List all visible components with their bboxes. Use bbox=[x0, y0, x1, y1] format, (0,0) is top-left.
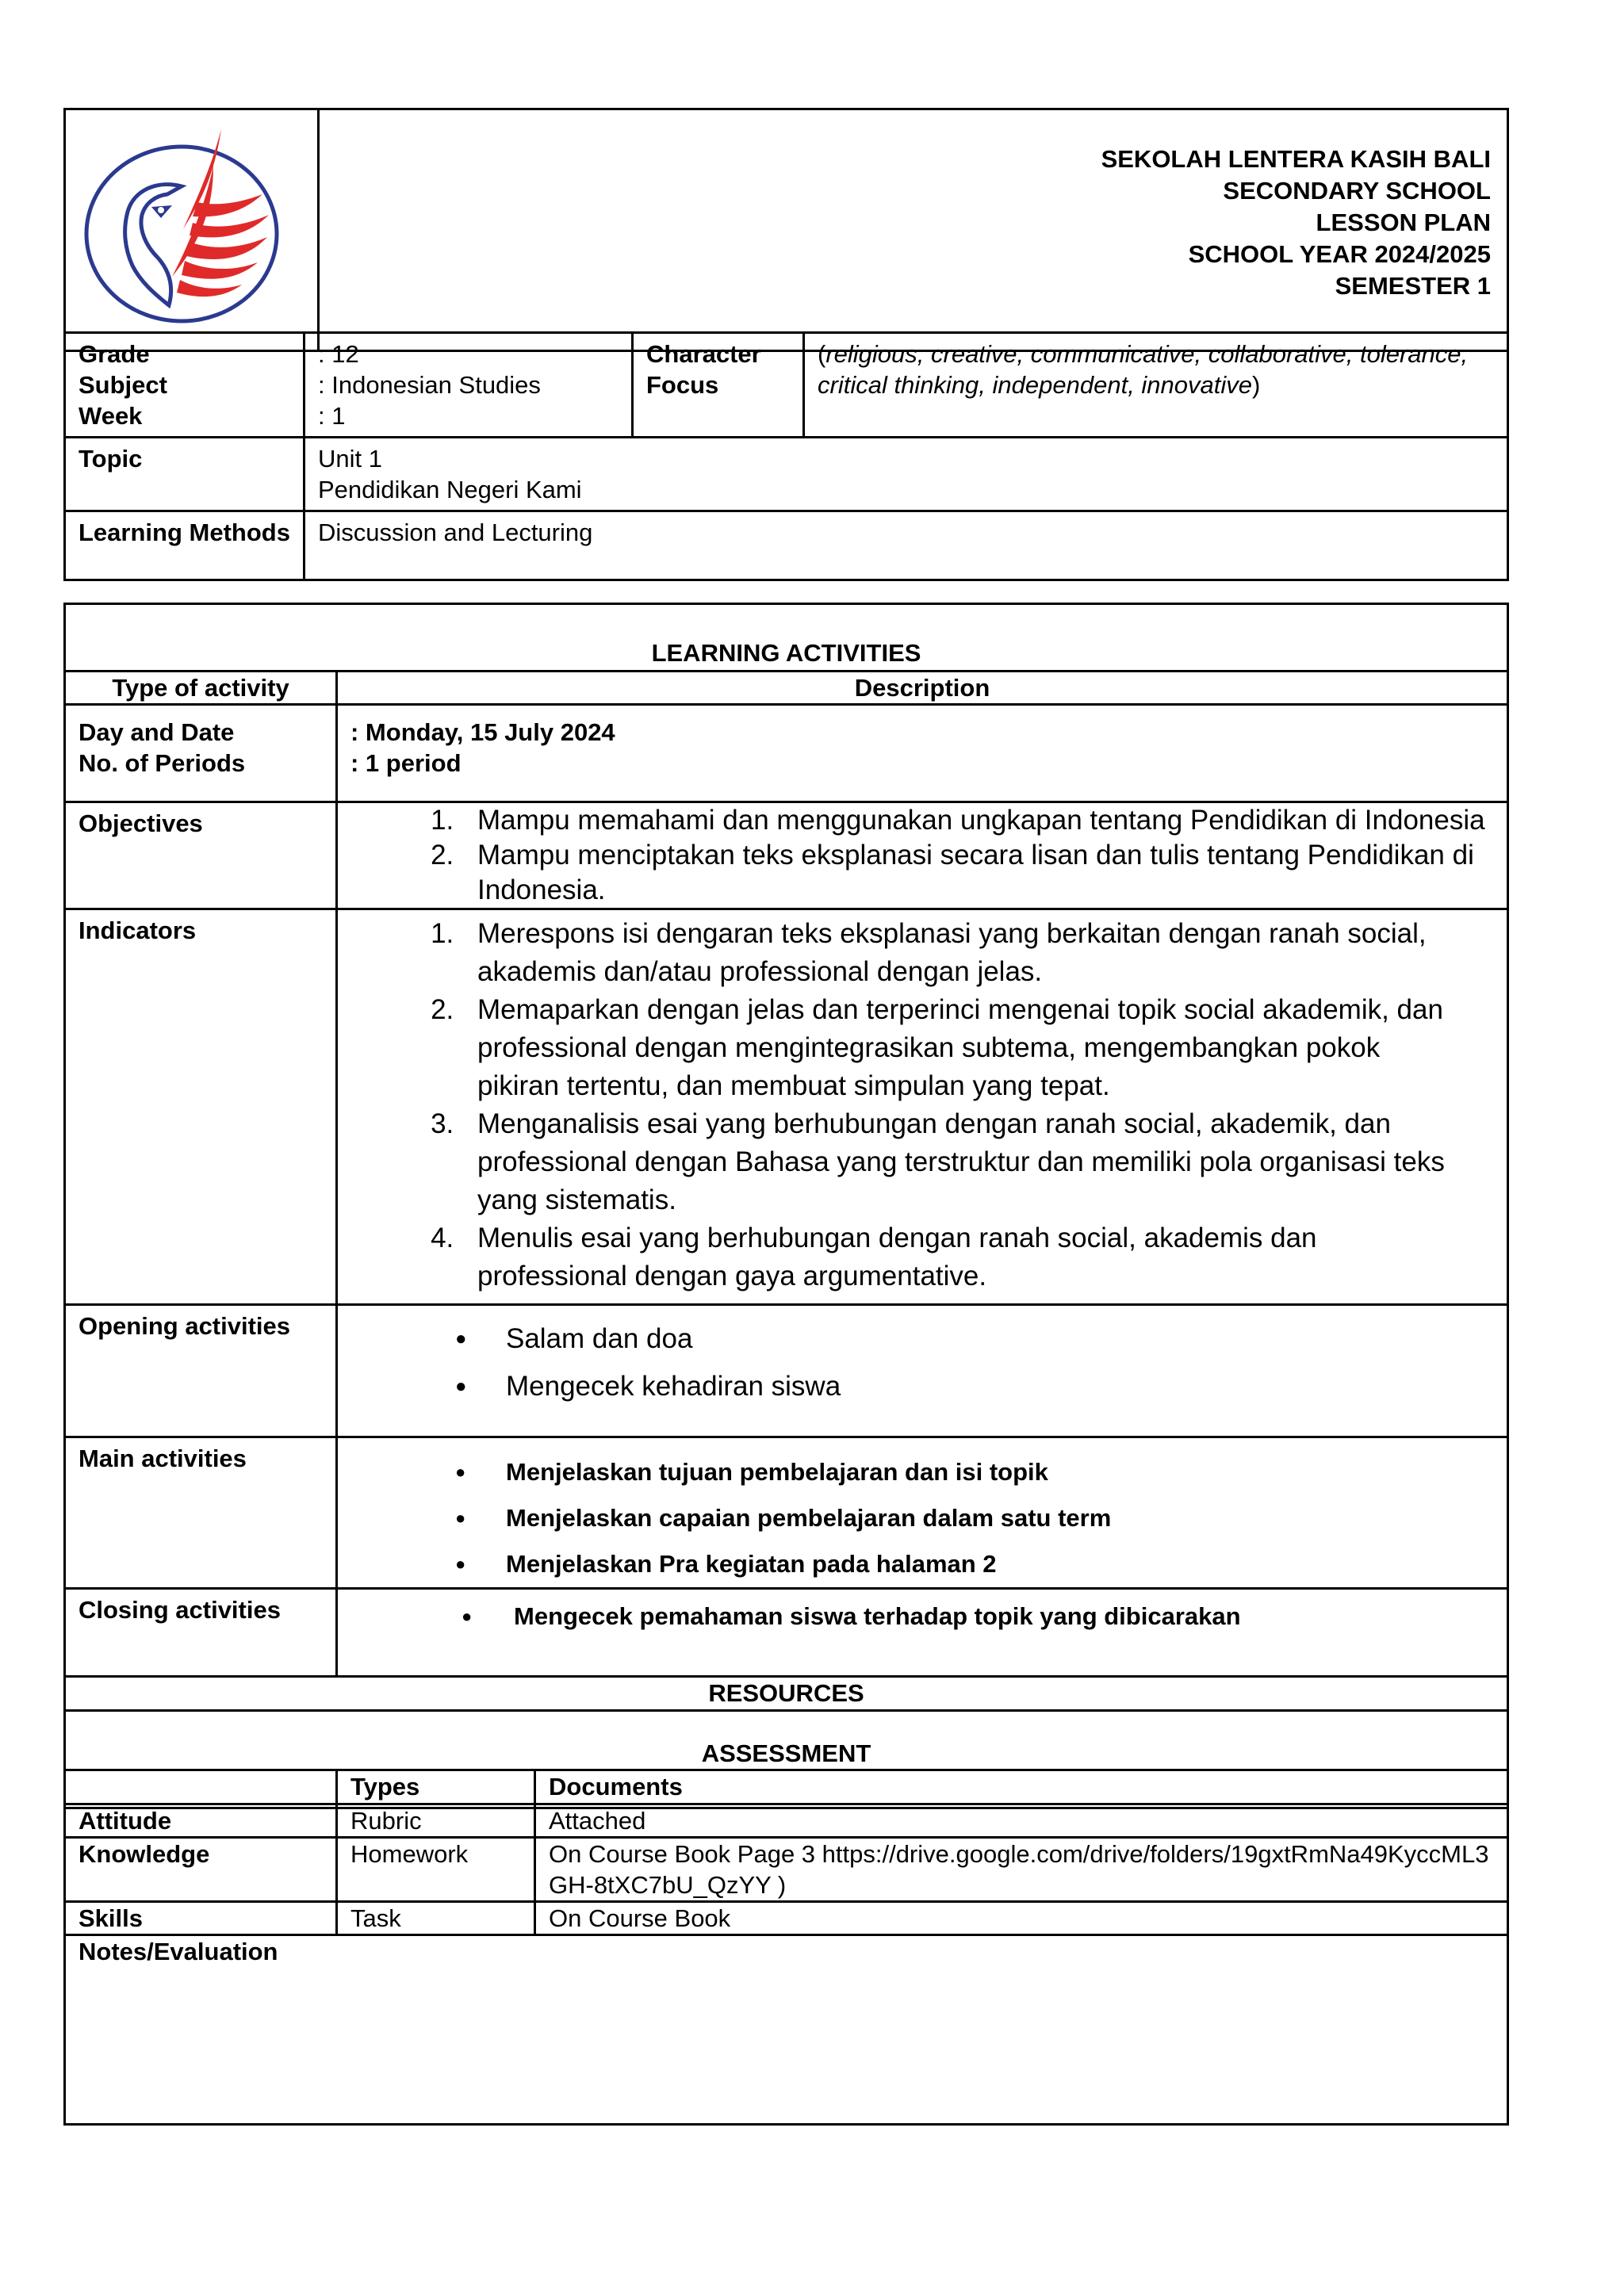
paren-close: ) bbox=[1252, 371, 1261, 399]
methods-label-cell bbox=[65, 511, 304, 580]
col-documents-label: Documents bbox=[549, 1773, 683, 1800]
table-row bbox=[65, 1804, 1508, 1838]
methods-value: Discussion and Lecturing bbox=[318, 519, 593, 546]
school-level: SECONDARY SCHOOL bbox=[1223, 177, 1491, 205]
objectives-label-cell bbox=[65, 802, 337, 909]
main-item: Menjelaskan capaian pembelajaran dalam satu term bbox=[506, 1504, 1112, 1532]
indicator-item: 3. Menganalisis esai yang berhubungan dengan ranah social, akademik, dan professional dengan Bahasa yang terstruktur dan memiliki pola organisasi teks yang sistematis. bbox=[462, 1105, 1462, 1219]
school-title-cell bbox=[319, 109, 1508, 351]
day-label: Day and Date bbox=[79, 718, 235, 746]
objectives-list bbox=[350, 803, 1494, 908]
opening-item: Mengecek kehadiran siswa bbox=[506, 1371, 841, 1402]
main-item: Menjelaskan Pra kegiatan pada halaman 2 bbox=[506, 1550, 997, 1578]
table-row bbox=[65, 1902, 1508, 1935]
closing-label-cell bbox=[65, 1589, 337, 1677]
topic-unit: Unit 1 bbox=[318, 445, 382, 473]
methods-label: Learning Methods bbox=[79, 519, 290, 546]
learning-activities-table bbox=[63, 603, 1509, 1809]
skills-label: Skills bbox=[65, 1902, 337, 1935]
resources-title: RESOURCES bbox=[708, 1679, 864, 1707]
resources-title-cell bbox=[65, 1677, 1508, 1711]
topic-value-cell bbox=[304, 438, 1508, 511]
logo-cell bbox=[65, 109, 319, 351]
list-item bbox=[338, 1601, 1507, 1632]
table-row bbox=[65, 1838, 1508, 1902]
indicator-item: 2. Memaparkan dengan jelas dan terperinci mengenai topik social akademik, dan professional dengan mengintegrasikan subtema, mengembangkan pokok pikiran tertentu, dan membuat simpulan yang tepat. bbox=[462, 991, 1462, 1105]
week-label: Week bbox=[79, 402, 143, 430]
col-description-header bbox=[337, 672, 1508, 705]
closing-list bbox=[338, 1601, 1507, 1632]
bullet-icon: ● bbox=[455, 1376, 467, 1397]
main-label-cell bbox=[65, 1437, 337, 1589]
knowledge-type: Homework bbox=[337, 1838, 535, 1902]
grade-label: Grade bbox=[79, 340, 150, 368]
periods-value: : 1 period bbox=[350, 749, 462, 777]
closing-cell bbox=[337, 1589, 1508, 1677]
school-header-table bbox=[63, 108, 1509, 352]
paren-open: ( bbox=[818, 340, 826, 368]
subject-value: : Indonesian Studies bbox=[318, 371, 541, 399]
document-type: LESSON PLAN bbox=[1316, 209, 1491, 236]
list-item bbox=[338, 1495, 1507, 1541]
list-item bbox=[338, 1541, 1507, 1587]
opening-cell bbox=[337, 1305, 1508, 1437]
closing-label: Closing activities bbox=[79, 1596, 281, 1624]
skills-document: On Course Book bbox=[535, 1902, 1508, 1935]
character-label: Character bbox=[646, 340, 761, 368]
objective-item: 1. Mampu memahami dan menggunakan ungkapan tentang Pendidikan di Indonesia bbox=[462, 803, 1494, 838]
notes-evaluation-cell bbox=[65, 1935, 1508, 2125]
school-name: SEKOLAH LENTERA KASIH BALI bbox=[1101, 145, 1491, 173]
indicator-item: 4. Menulis esai yang berhubungan dengan ranah social, akademis dan professional dengan gaya argumentative. bbox=[462, 1219, 1462, 1295]
objectives-label: Objectives bbox=[79, 809, 203, 837]
semester: SEMESTER 1 bbox=[1335, 272, 1491, 300]
col-type-label: Type of activity bbox=[112, 674, 289, 702]
opening-list bbox=[338, 1315, 1507, 1410]
bullet-icon: ● bbox=[455, 1462, 466, 1482]
opening-label-cell bbox=[65, 1305, 337, 1437]
main-label: Main activities bbox=[79, 1445, 247, 1472]
lesson-info-table bbox=[63, 331, 1509, 581]
focus-label: Focus bbox=[646, 371, 719, 399]
objectives-cell bbox=[337, 802, 1508, 909]
character-focus-label-cell bbox=[633, 333, 804, 438]
closing-item: Mengecek pemahaman siswa terhadap topik yang dibicarakan bbox=[514, 1602, 1241, 1630]
day-value: : Monday, 15 July 2024 bbox=[350, 718, 615, 746]
topic-label: Topic bbox=[79, 445, 143, 473]
attitude-type: Rubric bbox=[337, 1804, 535, 1838]
day-period-value-cell bbox=[337, 705, 1508, 802]
bullet-icon: ● bbox=[455, 1554, 466, 1574]
main-item: Menjelaskan tujuan pembelajaran dan isi topik bbox=[506, 1458, 1048, 1486]
learning-activities-title: LEARNING ACTIVITIES bbox=[651, 639, 921, 667]
assessment-title-cell bbox=[65, 1737, 1508, 1770]
objective-item: 2. Mampu menciptakan teks eksplanasi secara lisan dan tulis tentang Pendidikan di Indonesia. bbox=[462, 838, 1494, 908]
indicators-cell bbox=[337, 909, 1508, 1305]
school-logo-icon bbox=[79, 118, 294, 326]
indicators-label-cell bbox=[65, 909, 337, 1305]
info-values-cell bbox=[304, 333, 633, 438]
main-list bbox=[338, 1449, 1507, 1587]
list-item bbox=[338, 1363, 1507, 1410]
bullet-icon: ● bbox=[455, 1328, 467, 1349]
col-types-label: Types bbox=[350, 1773, 420, 1800]
school-year: SCHOOL YEAR 2024/2025 bbox=[1188, 240, 1491, 268]
bullet-icon: ● bbox=[462, 1606, 473, 1626]
knowledge-document: On Course Book Page 3 https://drive.google.com/drive/folders/19gxtRmNa49KyccML3GH-8tXC7bU_QzYY ) bbox=[535, 1838, 1508, 1902]
character-focus-values-cell bbox=[804, 333, 1508, 438]
character-values: religious, creative, communicative, collaborative, tolerance, critical thinking, independent, innovative bbox=[818, 340, 1469, 399]
bullet-icon: ● bbox=[455, 1508, 466, 1528]
col-documents-header bbox=[535, 1770, 1508, 1804]
col-type-header bbox=[65, 672, 337, 705]
opening-item: Salam dan doa bbox=[506, 1323, 693, 1354]
knowledge-label: Knowledge bbox=[65, 1838, 337, 1902]
attitude-label: Attitude bbox=[65, 1804, 337, 1838]
assessment-title: ASSESSMENT bbox=[701, 1739, 871, 1767]
col-description-label: Description bbox=[854, 674, 990, 702]
skills-type: Task bbox=[337, 1902, 535, 1935]
attitude-document: Attached bbox=[535, 1804, 1508, 1838]
subject-label: Subject bbox=[79, 371, 167, 399]
topic-title: Pendidikan Negeri Kami bbox=[318, 476, 582, 503]
list-item bbox=[338, 1449, 1507, 1495]
methods-value-cell bbox=[304, 511, 1508, 580]
indicator-item: 1. Merespons isi dengaran teks eksplanasi yang berkaitan dengan ranah social, akademis dan/atau professional dengan jelas. bbox=[462, 915, 1462, 991]
assessment-header-blank bbox=[65, 1770, 337, 1804]
opening-label: Opening activities bbox=[79, 1312, 291, 1340]
week-value: : 1 bbox=[318, 402, 346, 430]
learning-activities-title-cell bbox=[65, 604, 1508, 672]
indicators-list bbox=[350, 915, 1494, 1295]
topic-label-cell bbox=[65, 438, 304, 511]
main-cell bbox=[337, 1437, 1508, 1589]
indicators-label: Indicators bbox=[79, 916, 197, 944]
col-types-header bbox=[337, 1770, 535, 1804]
assessment-table bbox=[63, 1737, 1509, 2126]
notes-evaluation-label: Notes/Evaluation bbox=[79, 1938, 278, 1965]
list-item bbox=[338, 1315, 1507, 1363]
day-period-label-cell bbox=[65, 705, 337, 802]
periods-label: No. of Periods bbox=[79, 749, 246, 777]
info-labels-cell bbox=[65, 333, 304, 438]
grade-value: : 12 bbox=[318, 340, 359, 368]
